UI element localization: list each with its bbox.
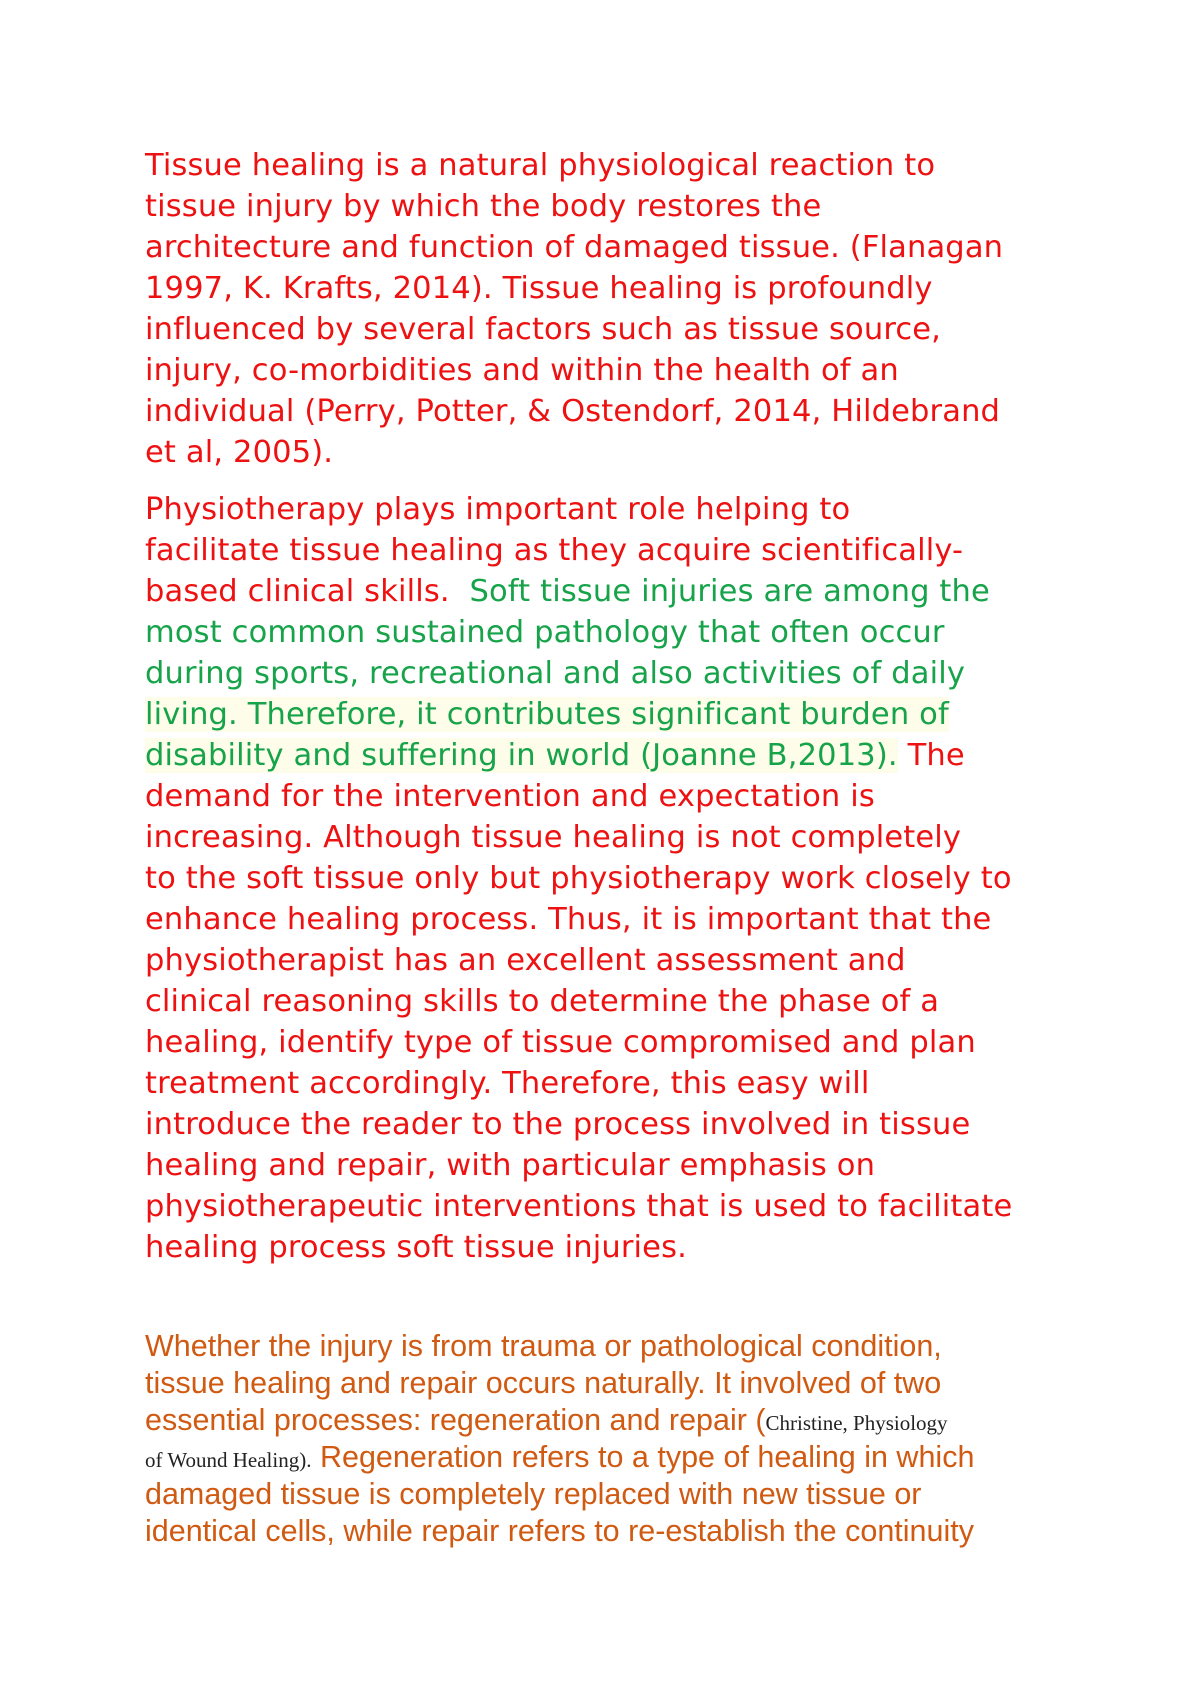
text-span: The xyxy=(897,738,965,773)
text-line: Physiotherapy plays important role helping to xyxy=(145,492,851,527)
text-span: based clinical skills. xyxy=(145,574,470,609)
text-line xyxy=(145,571,990,612)
text-line: physiotherapist has an excellent assessment and xyxy=(145,943,906,978)
text-line: demand for the intervention and expectation is xyxy=(145,779,875,814)
text-line: et al, 2005). xyxy=(145,435,334,470)
text-line: tissue injury by which the body restores the xyxy=(145,189,822,224)
text-line: damaged tissue is completely replaced with new tissue or xyxy=(145,1477,922,1511)
text-line: injury, co-morbidities and within the health of an xyxy=(145,353,899,388)
highlighted-text-span: disability and suffering in world (Joanne B,2013). xyxy=(145,738,898,773)
text-line: individual (Perry, Potter, & Ostendorf, 2014, Hildebrand xyxy=(145,394,1001,429)
text-line: facilitate tissue healing as they acquire scientifically- xyxy=(145,533,964,568)
text-line: Whether the injury is from trauma or pathological condition, xyxy=(145,1329,942,1363)
text-line: tissue healing and repair occurs naturally. It involved of two xyxy=(145,1366,942,1400)
text-line: identical cells, while repair refers to re-establish the continuity xyxy=(145,1514,974,1548)
citation-text: of Wound Healing). xyxy=(145,1448,312,1472)
text-line xyxy=(145,1439,974,1476)
text-line: to the soft tissue only but physiotherapy work closely to xyxy=(145,861,1012,896)
text-line: introduce the reader to the process involved in tissue xyxy=(145,1107,971,1142)
highlighted-text-span: living. Therefore, it contributes significant burden of xyxy=(145,697,949,732)
text-line: enhance healing process. Thus, it is important that the xyxy=(145,902,992,937)
text-line xyxy=(145,694,949,735)
text-line: clinical reasoning skills to determine the phase of a xyxy=(145,984,940,1019)
text-line: healing process soft tissue injuries. xyxy=(145,1230,687,1265)
text-line: during sports, recreational and also activities of daily xyxy=(145,656,966,691)
highlighted-text-span: Soft tissue injuries are among the xyxy=(469,574,990,609)
text-line xyxy=(145,735,965,776)
text-line: physiotherapeutic interventions that is used to facilitate xyxy=(145,1189,1013,1224)
text-line: treatment accordingly. Therefore, this easy will xyxy=(145,1066,870,1101)
text-line: 1997, K. Krafts, 2014). Tissue healing is profoundly xyxy=(145,271,933,306)
text-line: influenced by several factors such as tissue source, xyxy=(145,312,942,347)
text-span: essential processes: regeneration and repair ( xyxy=(145,1403,766,1437)
text-line: healing, identify type of tissue compromised and plan xyxy=(145,1025,976,1060)
citation-text: Christine, Physiology xyxy=(765,1411,948,1435)
text-line: architecture and function of damaged tissue. (Flanagan xyxy=(145,230,1004,265)
text-line: Tissue healing is a natural physiological reaction to xyxy=(145,148,936,183)
text-line: most common sustained pathology that often occur xyxy=(145,615,945,650)
text-span: Regeneration refers to a type of healing in which xyxy=(311,1440,975,1474)
text-line: healing and repair, with particular emphasis on xyxy=(145,1148,876,1183)
text-line: increasing. Although tissue healing is not completely xyxy=(145,820,962,855)
text-line xyxy=(145,1402,948,1439)
